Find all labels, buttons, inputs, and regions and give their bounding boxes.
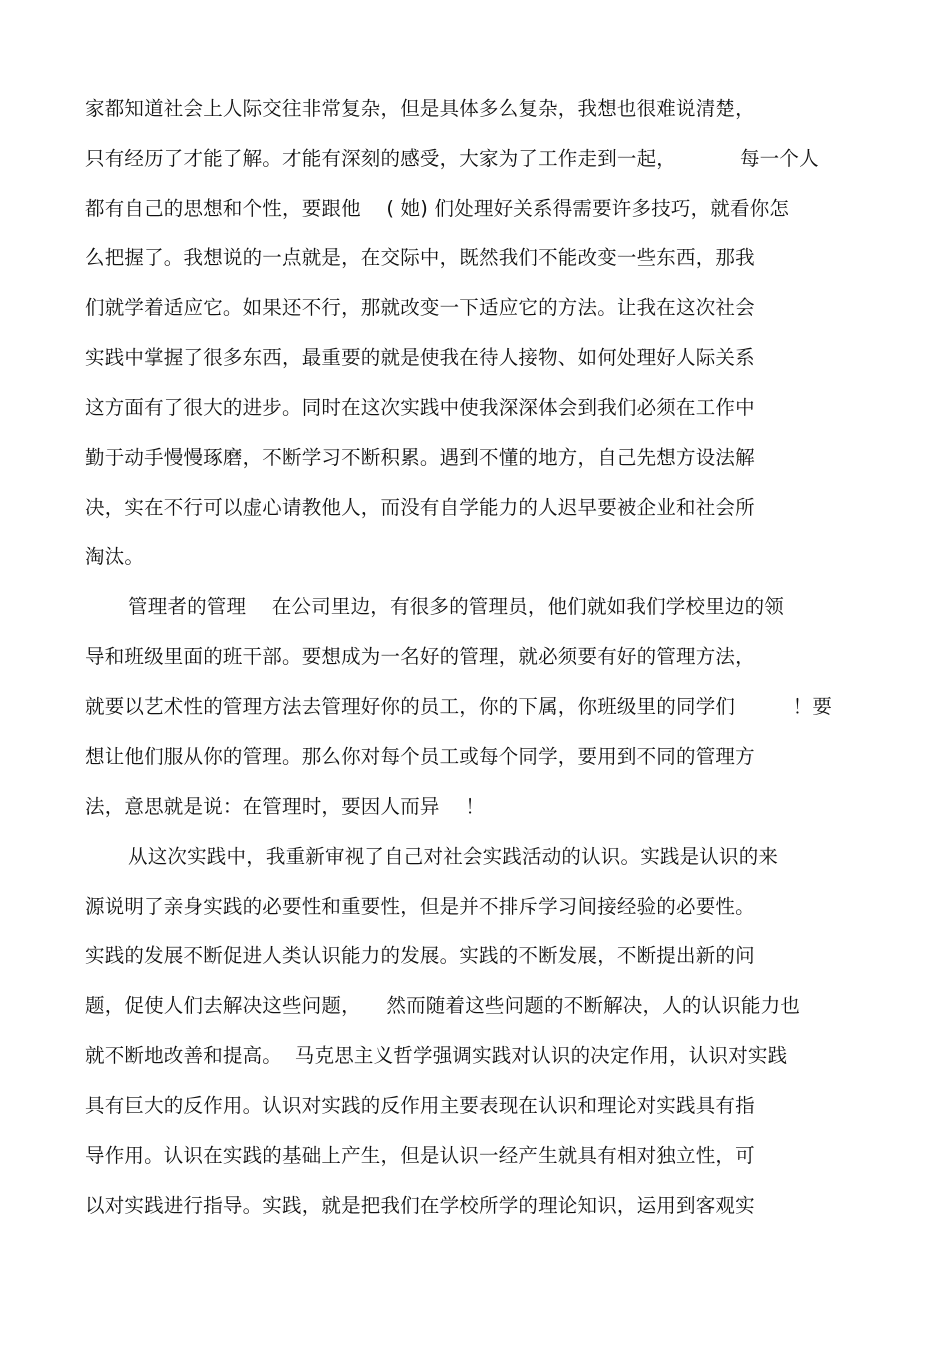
text-line: 题，促使人们去解决这些问题， 然而随着这些问题的不断解决，人的认识能力也: [85, 994, 801, 1017]
text-line: 导和班级里面的班干部。要想成为一名好的管理，就必须要有好的管理方法，: [85, 645, 755, 668]
text-line: 们就学着适应它。如果还不行，那就改变一下适应它的方法。让我在这次社会: [85, 296, 755, 319]
text-line: 实践中掌握了很多东西，最重要的就是使我在待人接物、如何处理好人际关系: [85, 346, 755, 369]
text-line: 勤于动手慢慢琢磨，不断学习不断积累。遇到不懂的地方，自己先想方设法解: [85, 446, 755, 469]
paragraph-start-line: 管理者的管理 在公司里边，有很多的管理员，他们就如我们学校里边的领: [128, 595, 784, 618]
text-line: 就不断地改善和提高。 马克思主义哲学强调实践对认识的决定作用，认识对实践: [85, 1044, 788, 1067]
text-line: 法，意思就是说：在管理时，要因人而异 ！: [85, 795, 485, 818]
text-line: 只有经历了才能了解。才能有深刻的感受，大家为了工作走到一起， 每一个人: [85, 147, 819, 170]
text-line: 么把握了。我想说的一点就是，在交际中，既然我们不能改变一些东西，那我: [85, 246, 755, 269]
paragraph-start-line: 从这次实践中，我重新审视了自己对社会实践活动的认识。实践是认识的来: [128, 845, 779, 868]
text-line: 家都知道社会上人际交往非常复杂，但是具体多么复杂，我想也很难说清楚，: [85, 97, 755, 120]
text-line: 实践的发展不断促进人类认识能力的发展。实践的不断发展，不断提出新的问: [85, 944, 755, 967]
text-line: 决，实在不行可以虚心请教他人，而没有自学能力的人迟早要被企业和社会所: [85, 496, 755, 519]
text-line: 想让他们服从你的管理。那么你对每个员工或每个同学，要用到不同的管理方: [85, 745, 755, 768]
text-line: 具有巨大的反作用。认识对实践的反作用主要表现在认识和理论对实践具有指: [85, 1094, 755, 1117]
text-line: 源说明了亲身实践的必要性和重要性，但是并不排斥学习间接经验的必要性。: [85, 895, 755, 918]
text-line: 以对实践进行指导。实践，就是把我们在学校所学的理论知识，运用到客观实: [85, 1194, 755, 1217]
text-line: 导作用。认识在实践的基础上产生，但是认识一经产生就具有相对独立性，可: [85, 1144, 755, 1167]
text-line: 都有自己的思想和个性，要跟他 ( 她) 们处理好关系得需要许多技巧，就看你怎: [85, 197, 790, 220]
text-line: 淘汰。: [85, 545, 145, 568]
text-line: 就要以艺术性的管理方法去管理好你的员工，你的下属，你班级里的同学们 ！要: [85, 695, 833, 718]
text-line: 这方面有了很大的进步。同时在这次实践中使我深深体会到我们必须在工作中: [85, 396, 755, 419]
